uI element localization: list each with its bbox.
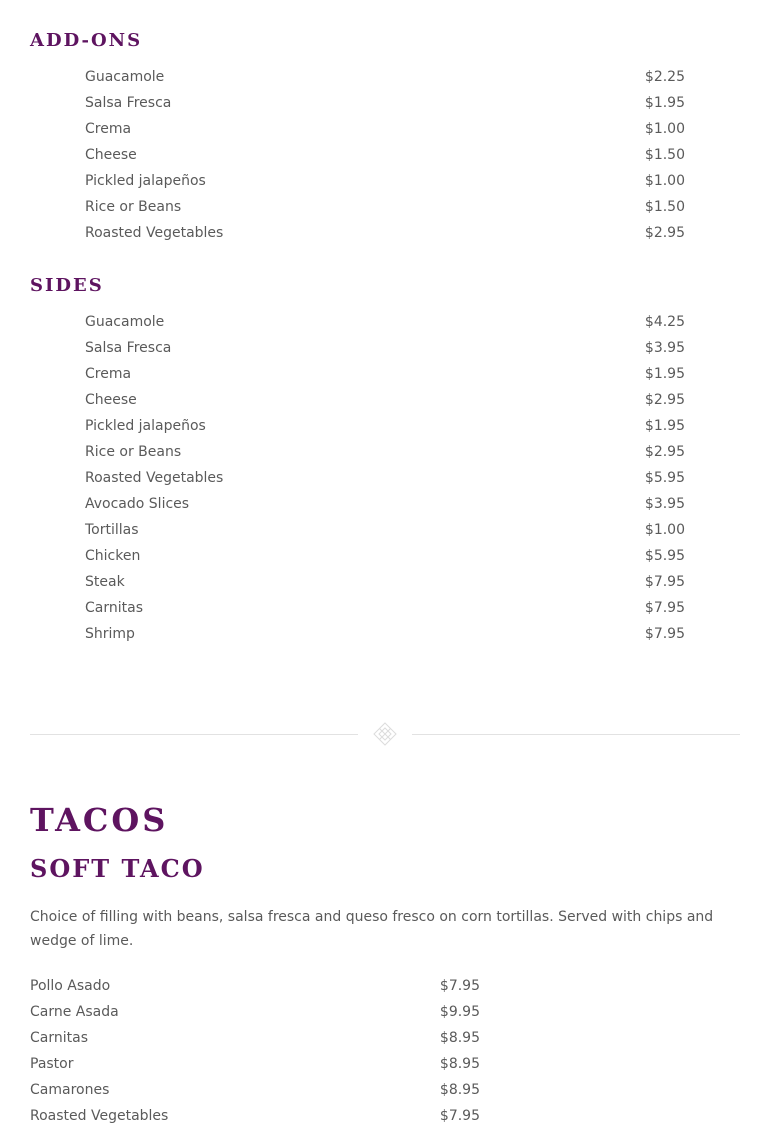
item-price: $8.95 — [439, 1030, 480, 1046]
item-name: Pickled jalapeños — [85, 418, 206, 434]
addons-list — [85, 64, 685, 246]
item-price: $1.00 — [644, 173, 685, 189]
item-price: $1.95 — [644, 418, 685, 434]
item-name: Roasted Vegetables — [85, 470, 224, 486]
item-price: $1.50 — [644, 147, 685, 163]
item-price: $2.95 — [644, 392, 685, 408]
item-price: $1.50 — [644, 199, 685, 215]
diamond-ornament-icon — [373, 722, 397, 746]
item-name: Pastor — [30, 1056, 74, 1072]
item-name: Roasted Vegetables — [30, 1108, 169, 1124]
item-price: $5.95 — [644, 548, 685, 564]
menu-item — [30, 1025, 480, 1051]
item-name: Guacamole — [85, 314, 165, 330]
item-price: $1.95 — [644, 366, 685, 382]
menu-item — [85, 335, 685, 361]
menu-item — [85, 387, 685, 413]
item-price: $4.25 — [644, 314, 685, 330]
menu-item — [85, 491, 685, 517]
item-name: Cheese — [85, 147, 137, 163]
item-name: Roasted Vegetables — [85, 225, 224, 241]
item-price: $7.95 — [644, 626, 685, 642]
item-name: Chicken — [85, 548, 141, 564]
item-name: Tortillas — [85, 522, 139, 538]
menu-item — [85, 90, 685, 116]
item-price: $3.95 — [644, 496, 685, 512]
menu-item — [85, 142, 685, 168]
item-name: Guacamole — [85, 69, 165, 85]
menu-item — [85, 569, 685, 595]
item-name: Camarones — [30, 1082, 110, 1098]
menu-item — [85, 361, 685, 387]
item-name: Avocado Slices — [85, 496, 190, 512]
item-price: $1.00 — [644, 522, 685, 538]
menu-item — [85, 595, 685, 621]
menu-item — [30, 999, 480, 1025]
item-name: Rice or Beans — [85, 444, 182, 460]
item-name: Steak — [85, 574, 125, 590]
tacos-title: TACOS — [30, 801, 169, 839]
item-name: Salsa Fresca — [85, 95, 172, 111]
item-price: $9.95 — [439, 1004, 480, 1020]
soft-taco-title: SOFT TACO — [30, 854, 205, 883]
item-name: Salsa Fresca — [85, 340, 172, 356]
item-price: $8.95 — [439, 1082, 480, 1098]
item-name: Crema — [85, 121, 132, 137]
item-name: Rice or Beans — [85, 199, 182, 215]
menu-item — [85, 517, 685, 543]
menu-item — [85, 543, 685, 569]
item-price: $5.95 — [644, 470, 685, 486]
sides-list — [85, 309, 685, 647]
item-name: Pickled jalapeños — [85, 173, 206, 189]
addons-title: ADD-ONS — [30, 30, 143, 51]
item-price: $7.95 — [644, 574, 685, 590]
item-price: $2.25 — [644, 69, 685, 85]
soft-taco-list — [30, 973, 480, 1129]
item-name: Pollo Asado — [30, 978, 111, 994]
item-price: $7.95 — [439, 1108, 480, 1124]
menu-item — [85, 220, 685, 246]
divider-line-right — [412, 734, 740, 735]
item-price: $1.95 — [644, 95, 685, 111]
menu-item — [30, 1077, 480, 1103]
menu-item — [30, 973, 480, 999]
item-name: Shrimp — [85, 626, 135, 642]
item-price: $8.95 — [439, 1056, 480, 1072]
item-name: Cheese — [85, 392, 137, 408]
menu-item — [85, 116, 685, 142]
item-price: $3.95 — [644, 340, 685, 356]
menu-item — [85, 439, 685, 465]
item-price: $2.95 — [644, 225, 685, 241]
item-price: $7.95 — [644, 600, 685, 616]
item-name: Carnitas — [30, 1030, 88, 1046]
menu-item — [85, 309, 685, 335]
menu-item — [30, 1103, 480, 1129]
item-price: $7.95 — [439, 978, 480, 994]
item-name: Carnitas — [85, 600, 143, 616]
menu-item — [30, 1051, 480, 1077]
menu-item — [85, 465, 685, 491]
menu-item — [85, 168, 685, 194]
menu-item — [85, 194, 685, 220]
item-price: $2.95 — [644, 444, 685, 460]
menu-item — [85, 64, 685, 90]
item-name: Crema — [85, 366, 132, 382]
soft-taco-description: Choice of filling with beans, salsa fresca and queso fresco on corn tortillas. Served with chips and wedge of lime. — [30, 909, 714, 949]
divider-line-left — [30, 734, 358, 735]
menu-item — [85, 413, 685, 439]
sides-title: SIDES — [30, 275, 104, 296]
item-name: Carne Asada — [30, 1004, 119, 1020]
item-price: $1.00 — [644, 121, 685, 137]
menu-item — [85, 621, 685, 647]
